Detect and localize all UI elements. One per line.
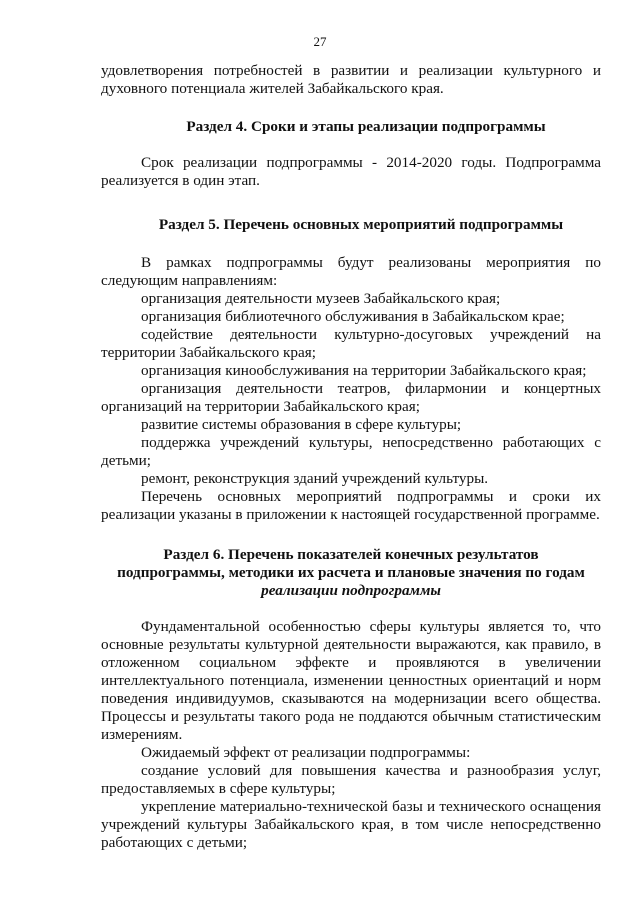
intro-paragraph: удовлетворения потребностей в развитии и реализации культурного и духовного потенциала жителей Забайкальского края.	[101, 62, 601, 97]
section-5-list	[101, 290, 601, 488]
section-5-closing: Перечень основных мероприятий подпрограммы и сроки их реализации указаны в приложении к настоящей государственной программе.	[101, 488, 601, 523]
list-item: организация библиотечного обслуживания в Забайкальском крае;	[141, 308, 565, 325]
section-5-heading: Раздел 5. Перечень основных мероприятий подпрограммы	[158, 216, 564, 233]
section-6-heading	[101, 546, 601, 600]
list-item: организация деятельности музеев Забайкальского края;	[141, 290, 501, 307]
document-body	[101, 62, 601, 852]
section-6-heading-line-2: подпрограммы, методики их расчета и плановые значения по годам	[117, 564, 585, 581]
list-item: организация деятельности театров, филармонии и концертных организаций на территории Забайкальского края;	[101, 380, 601, 415]
list-item: развитие системы образования в сфере культуры;	[141, 416, 462, 433]
list-item: укрепление материально-технической базы и технического оснащения учреждений культуры Забайкальского края, в том числе непосредственно работающих с детьми;	[101, 798, 601, 851]
section-5-lead: В рамках подпрограммы будут реализованы мероприятия по следующим направлениям:	[101, 254, 601, 289]
section-4-text: Срок реализации подпрограммы - 2014-2020 годы. Подпрограмма реализуется в один этап.	[101, 154, 601, 189]
section-6-paragraph: Фундаментальной особенностью сферы культуры является то, что основные результаты культурной деятельности выражаются, как правило, в отложенном социальном эффекте и проявляются в увеличении интеллектуального потенциала, изменении ценностных ориентаций и норм поведения индивидуумов, сказываются на модернизации всего общества. Процессы и результаты такого рода не поддаются обычным статистическим измерениям.	[101, 618, 601, 743]
section-6-heading-line-1: Раздел 6. Перечень показателей конечных результатов	[163, 546, 539, 563]
effects-list	[101, 762, 601, 852]
effect-lead: Ожидаемый эффект от реализации подпрограммы:	[141, 744, 471, 761]
list-item: содействие деятельности культурно-досуговых учреждений на территории Забайкальского края;	[101, 326, 601, 361]
section-6-heading-line-3: реализации подпрограммы	[261, 582, 441, 599]
list-item: поддержка учреждений культуры, непосредственно работающих с детьми;	[101, 434, 601, 469]
page-number: 27	[313, 34, 327, 49]
list-item: ремонт, реконструкция зданий учреждений культуры.	[141, 470, 489, 487]
section-4-heading: Раздел 4. Сроки и этапы реализации подпрограммы	[186, 118, 546, 135]
list-item: организация кинообслуживания на территории Забайкальского края;	[141, 362, 587, 379]
list-item: создание условий для повышения качества и разнообразия услуг, предоставляемых в сфере культуры;	[101, 762, 601, 797]
